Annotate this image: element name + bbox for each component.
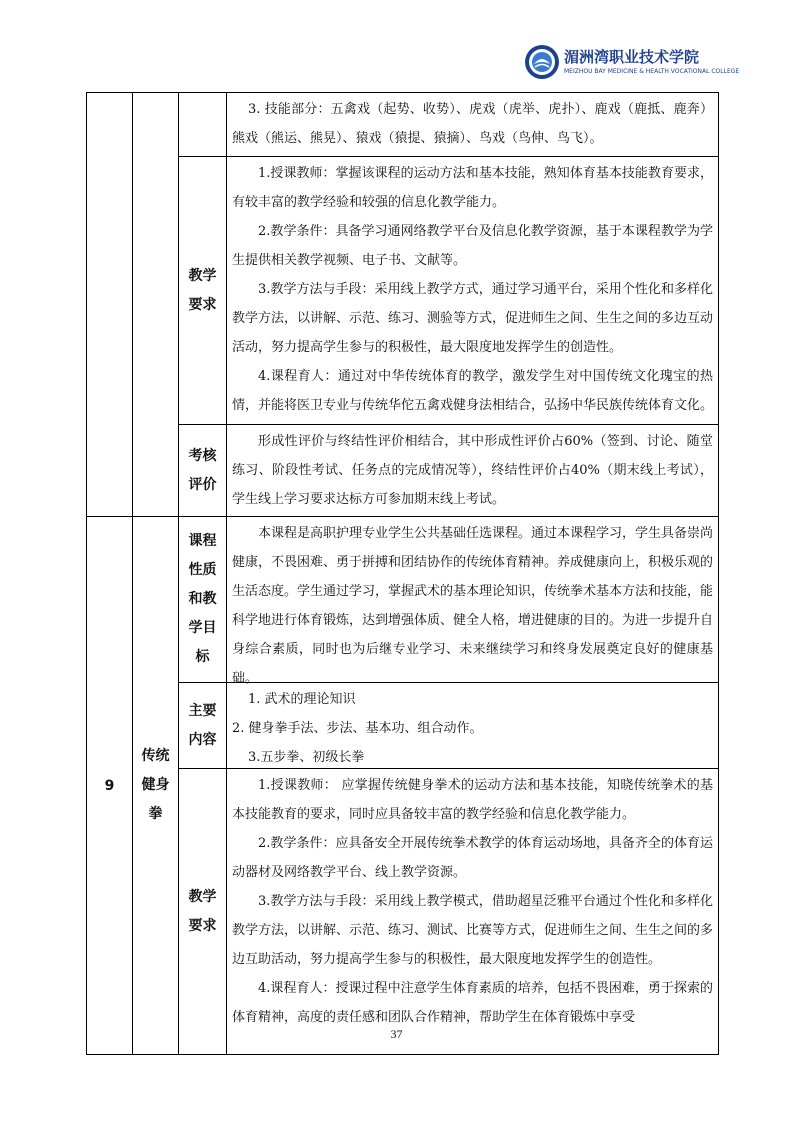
course9-main-label: 主要 内容 <box>179 683 227 769</box>
college-emblem-icon <box>524 44 560 80</box>
teach-req-1-para-2: 2.教学条件：具备学习通网络教学平台及信息化教学资源，基于本课程教学为学生提供相关教学视频、电子书、文献等。 <box>232 224 713 268</box>
assess-content <box>227 425 719 517</box>
course9-main-item-2: 2. 健身拳手法、步法、基本功、组合动作。 <box>232 721 483 736</box>
course9-teach-req-para-2: 2.教学条件：应具备安全开展传统拳术教学的体育运动场地，具备齐全的体育运动器材及网络教学平台、线上教学资源。 <box>232 836 713 880</box>
course9-main-item-1: 1. 武术的理论知识 <box>248 692 356 707</box>
page-number: 37 <box>390 1027 403 1041</box>
table-row-teach-req-1 <box>87 157 719 425</box>
course9-main-content <box>227 683 719 769</box>
course9-nature-text: 本课程是高职护理专业学生公共基础任选课程。通过本课程学习，学生具备崇尚健康，不畏困难、勇于拼搏和团结协作的传统体育精神。养成健康向上，积极乐观的生活态度。学生通过学习，掌握武术的基本理论知识，传统拳术基本方法和技能，能科学地进行体育锻炼，达到增强体质、健全人格，增进健康的目的。为进一步提升自身综合素质，同时也为后继专业学习、未来继续学习和终身发展奠定良好的健康基础。 <box>232 526 714 686</box>
curriculum-table <box>86 92 719 1055</box>
course8-number-cell <box>87 93 133 517</box>
skill-text: 3. 技能部分：五禽戏（起势、收势）、虎戏（虎举、虎扑）、鹿戏（鹿抵、鹿奔）熊戏（熊运、熊晃）、猿戏（猿提、猿摘）、鸟戏（鸟伸、鸟飞）。 <box>232 102 713 146</box>
course9-nature-label: 课程 性质 和教 学目 标 <box>179 517 227 683</box>
assess-text: 形成性评价与终结性评价相结合，其中形成性评价占60%（签到、讨论、随堂练习、阶段性考试、任务点的完成情况等），终结性评价占40%（期末线上考试），学生线上学习要求达标方可参加期末线上考试。 <box>232 434 713 507</box>
course9-teach-req-para-3: 3.教学方法与手段：采用线上教学模式，借助超星泛雅平台通过个性化和多样化教学方法，以讲解、示范、练习、测试、比赛等方式，促进师生之间、生生之间的多边互助活动，努力提高学生参与的积极性，最大限度地发挥学生的创造性。 <box>232 894 714 967</box>
course9-teach-req-content <box>227 769 719 1055</box>
assess-label: 考核 评价 <box>179 425 227 517</box>
course8-name-cell <box>133 93 179 517</box>
table-row-course9-main <box>87 683 719 769</box>
teach-req-1-para-3: 3.教学方法与手段：采用线上教学方式，通过学习通平台，采用个性化和多样化教学方法，以讲解、示范、练习、测验等方式，促进师生之间、生生之间的多边互动活动，努力提高学生参与的积极性，最大限度地发挥学生的创造性。 <box>232 282 714 355</box>
table-row-course9-nature <box>87 517 719 683</box>
course9-teach-req-label: 教学 要求 <box>179 769 227 1055</box>
teach-req-1-para-1: 1.授课教师：掌握该课程的运动方法和基本技能，熟知体育基本技能教育要求，有较丰富的教学经验和较强的信息化教学能力。 <box>232 166 713 210</box>
course9-teach-req-para-4: 4.课程育人：授课过程中注意学生体育素质的培养，包括不畏困难，勇于探索的体育精神，高度的责任感和团队合作精神，帮助学生在体育锻炼中享受 <box>232 981 713 1025</box>
course9-main-item-3: 3.五步拳、初级长拳 <box>248 750 365 765</box>
teach-req-1-para-4: 4.课程育人：通过对中华传统体育的教学，激发学生对中国传统文化瑰宝的热情，并能将医卫专业与传统华佗五禽戏健身法相结合，弘扬中华民族传统体育文化。 <box>232 369 714 413</box>
course9-name: 传统 健身 拳 <box>133 517 179 1055</box>
course9-number: 9 <box>87 517 133 1055</box>
skill-content-cell <box>227 93 719 157</box>
course9-nature-content <box>227 517 719 686</box>
teach-req-1-label: 教学 要求 <box>179 157 227 425</box>
table-row-assessment <box>87 425 719 517</box>
college-logo <box>524 44 740 80</box>
table-row-course9-teach-req <box>87 769 719 1055</box>
logo-chinese-name: 湄洲湾职业技术学院 <box>564 48 700 66</box>
teach-req-1-content <box>227 157 719 425</box>
course9-teach-req-para-1: 1.授课教师： 应掌握传统健身拳术的运动方法和基本技能，知晓传统拳术的基本技能教育的要求，同时应具备较丰富的教学经验和信息化教学能力。 <box>232 778 713 822</box>
logo-english-name: MEIZHOU BAY MEDICINE & HEALTH VOCATIONAL COLLEGE <box>564 68 740 75</box>
table-row-skill <box>87 93 719 157</box>
skill-label-cell <box>179 93 227 157</box>
